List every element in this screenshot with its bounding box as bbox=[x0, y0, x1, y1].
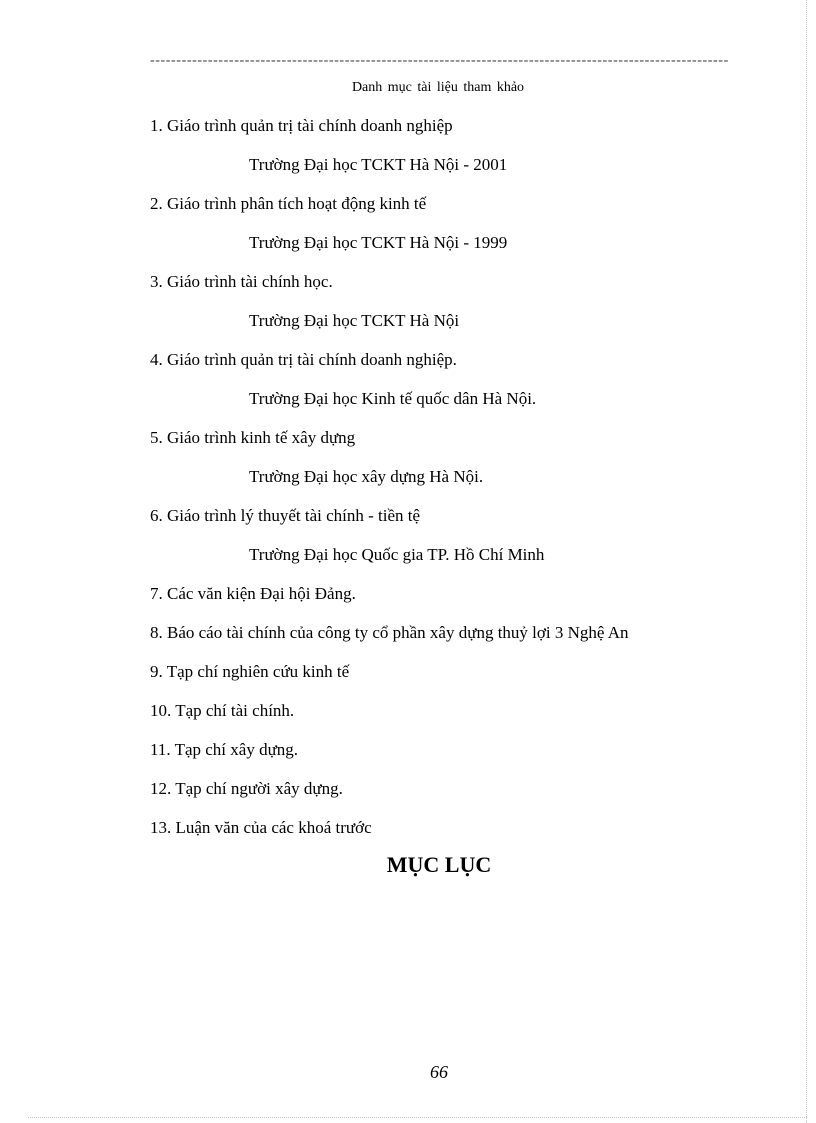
reference-title: Tạp chí tài chính. bbox=[175, 701, 295, 720]
reference-source: Trường Đại học TCKT Hà Nội - 2001 bbox=[249, 155, 508, 174]
reference-source: Trường Đại học TCKT Hà Nội bbox=[249, 311, 460, 330]
reference-number: 4. bbox=[150, 350, 163, 369]
reference-item bbox=[150, 113, 629, 152]
reference-title: Giáo trình tài chính học. bbox=[167, 272, 333, 291]
reference-title: Giáo trình quản trị tài chính doanh nghiệp. bbox=[167, 350, 457, 369]
reference-number: 9. bbox=[150, 662, 163, 681]
toc-title: MỤC LỤC bbox=[386, 852, 492, 877]
reference-source: Trường Đại học Kinh tế quốc dân Hà Nội. bbox=[249, 389, 537, 408]
reference-source: Trường Đại học Quốc gia TP. Hồ Chí Minh bbox=[249, 545, 545, 564]
reference-number: 2. bbox=[150, 194, 163, 213]
reference-item bbox=[150, 425, 629, 464]
reference-number: 12. bbox=[150, 779, 172, 798]
reference-item bbox=[150, 698, 629, 737]
reference-title: Giáo trình quản trị tài chính doanh nghiệp bbox=[167, 116, 453, 135]
page-border-bottom bbox=[28, 1117, 807, 1118]
reference-title: Tạp chí xây dựng. bbox=[174, 740, 299, 759]
reference-number: 6. bbox=[150, 506, 163, 525]
reference-number: 10. bbox=[150, 701, 172, 720]
reference-item bbox=[150, 347, 629, 386]
reference-item bbox=[150, 815, 629, 854]
reference-number: 1. bbox=[150, 116, 163, 135]
reference-number: 13. bbox=[150, 818, 172, 837]
reference-title: Giáo trình kinh tế xây dựng bbox=[167, 428, 356, 447]
reference-title: Báo cáo tài chính của công ty cổ phần xây dựng thuỷ lợi 3 Nghệ An bbox=[167, 623, 629, 642]
reference-item bbox=[150, 659, 629, 698]
header-rule: -------------------------------------------------------------------------------------------------------------- bbox=[150, 53, 729, 68]
reference-item bbox=[150, 581, 629, 620]
reference-source: Trường Đại học TCKT Hà Nội - 1999 bbox=[249, 233, 508, 252]
reference-title: Luận văn của các khoá trước bbox=[175, 818, 372, 837]
reference-number: 5. bbox=[150, 428, 163, 447]
reference-title: Tạp chí nghiên cứu kinh tế bbox=[166, 662, 350, 681]
reference-title: Tạp chí người xây dựng. bbox=[175, 779, 343, 798]
reference-source: Trường Đại học xây dựng Hà Nội. bbox=[249, 467, 484, 486]
page-number: 66 bbox=[430, 1062, 448, 1082]
reference-item bbox=[150, 269, 629, 308]
reference-number: 7. bbox=[150, 584, 163, 603]
reference-title: Giáo trình lý thuyết tài chính - tiền tệ bbox=[167, 506, 421, 525]
reference-number: 8. bbox=[150, 623, 163, 642]
reference-title: Các văn kiện Đại hội Đảng. bbox=[167, 584, 356, 603]
reference-list bbox=[150, 113, 629, 854]
reference-number: 3. bbox=[150, 272, 163, 291]
reference-number: 11. bbox=[150, 740, 171, 759]
reference-item bbox=[150, 503, 629, 542]
reference-item bbox=[150, 620, 629, 659]
reference-item bbox=[150, 191, 629, 230]
reference-item bbox=[150, 776, 629, 815]
reference-title: Giáo trình phân tích hoạt động kinh tế bbox=[167, 194, 427, 213]
reference-item bbox=[150, 737, 629, 776]
page-header: Danh mục tài liệu tham khảo bbox=[351, 80, 525, 95]
